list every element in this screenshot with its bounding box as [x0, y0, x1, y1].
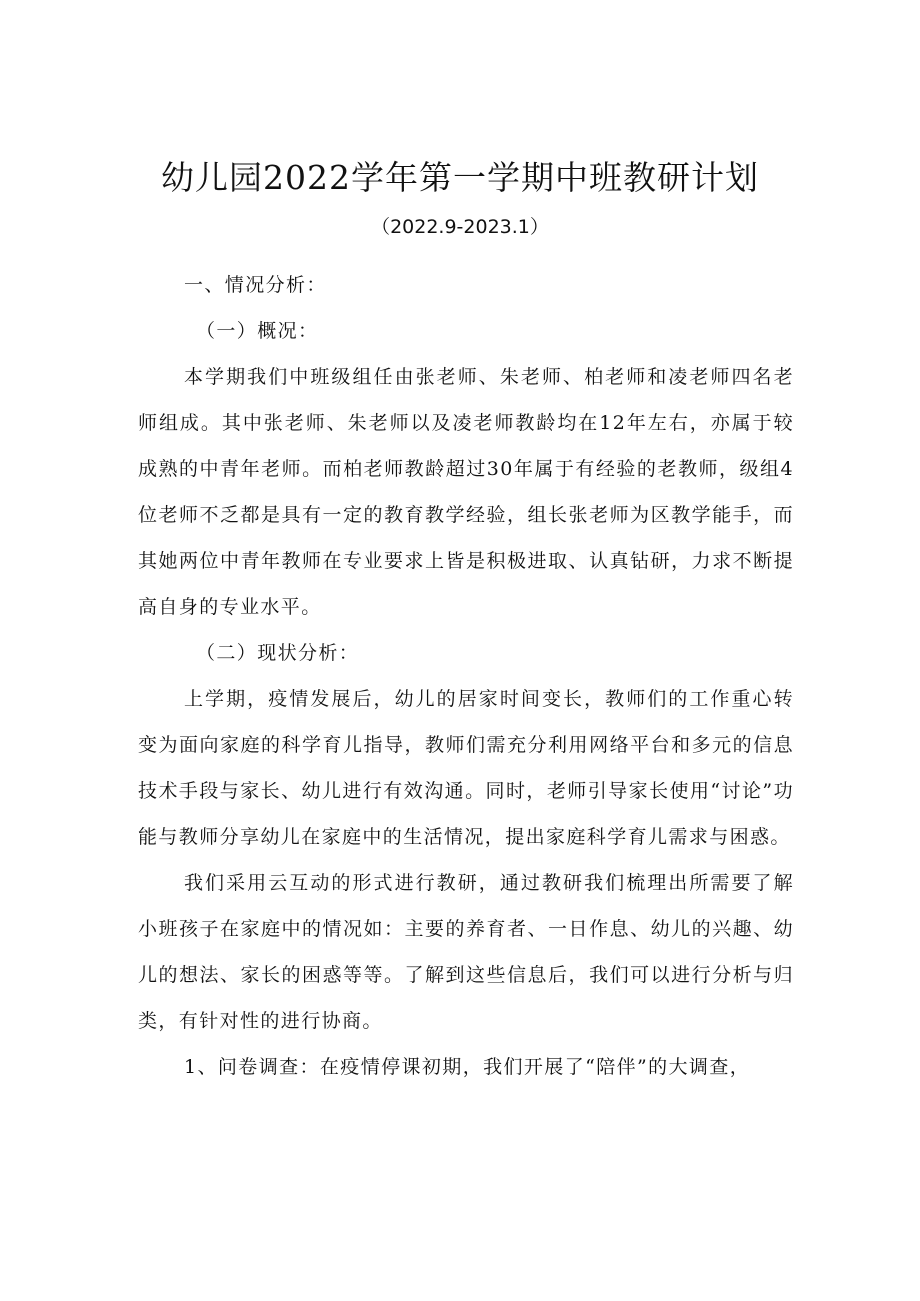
document-body [138, 262, 794, 1090]
current-status-paragraph-1: 上学期，疫情发展后，幼儿的居家时间变长，教师们的工作重心转变为面向家庭的科学育儿指导，教师们需充分利用网络平台和多元的信息技术手段与家长、幼儿进行有效沟通。同时，老师引导家长使用“讨论”功能与教师分享幼儿在家庭中的生活情况，提出家庭科学育儿需求与困惑。 [138, 688, 794, 848]
subsection-heading-overview: （一）概况： [196, 320, 319, 342]
document-title: 幼儿园2022学年第一学期中班教研计划 [161, 158, 759, 197]
section-heading-situation-analysis: 一、情况分析： [184, 274, 327, 296]
list-item-questionnaire: 1、问卷调查：在疫情停课初期，我们开展了“陪伴”的大调查， [184, 1056, 751, 1078]
current-status-paragraph-2: 我们采用云互动的形式进行教研，通过教研我们梳理出所需要了解小班孩子在家庭中的情况如：主要的养育者、一日作息、幼儿的兴趣、幼儿的想法、家长的困惑等等。了解到这些信息后，我们可以进行分析与归类，有针对性的进行协商。 [138, 872, 794, 1032]
subsection-heading-current-status: （二）现状分析： [196, 642, 360, 664]
document-date-range: （2022.9-2023.1） [371, 216, 549, 238]
overview-paragraph: 本学期我们中班级组任由张老师、朱老师、柏老师和凌老师四名老师组成。其中张老师、朱老师以及凌老师教龄均在12年左右，亦属于较成熟的中青年老师。而柏老师教龄超过30年属于有经验的老教师，级组4位老师不乏都是具有一定的教育教学经验，组长张老师为区教学能手，而其她两位中青年教师在专业要求上皆是积极进取、认真钻研，力求不断提高自身的专业水平。 [138, 366, 794, 618]
